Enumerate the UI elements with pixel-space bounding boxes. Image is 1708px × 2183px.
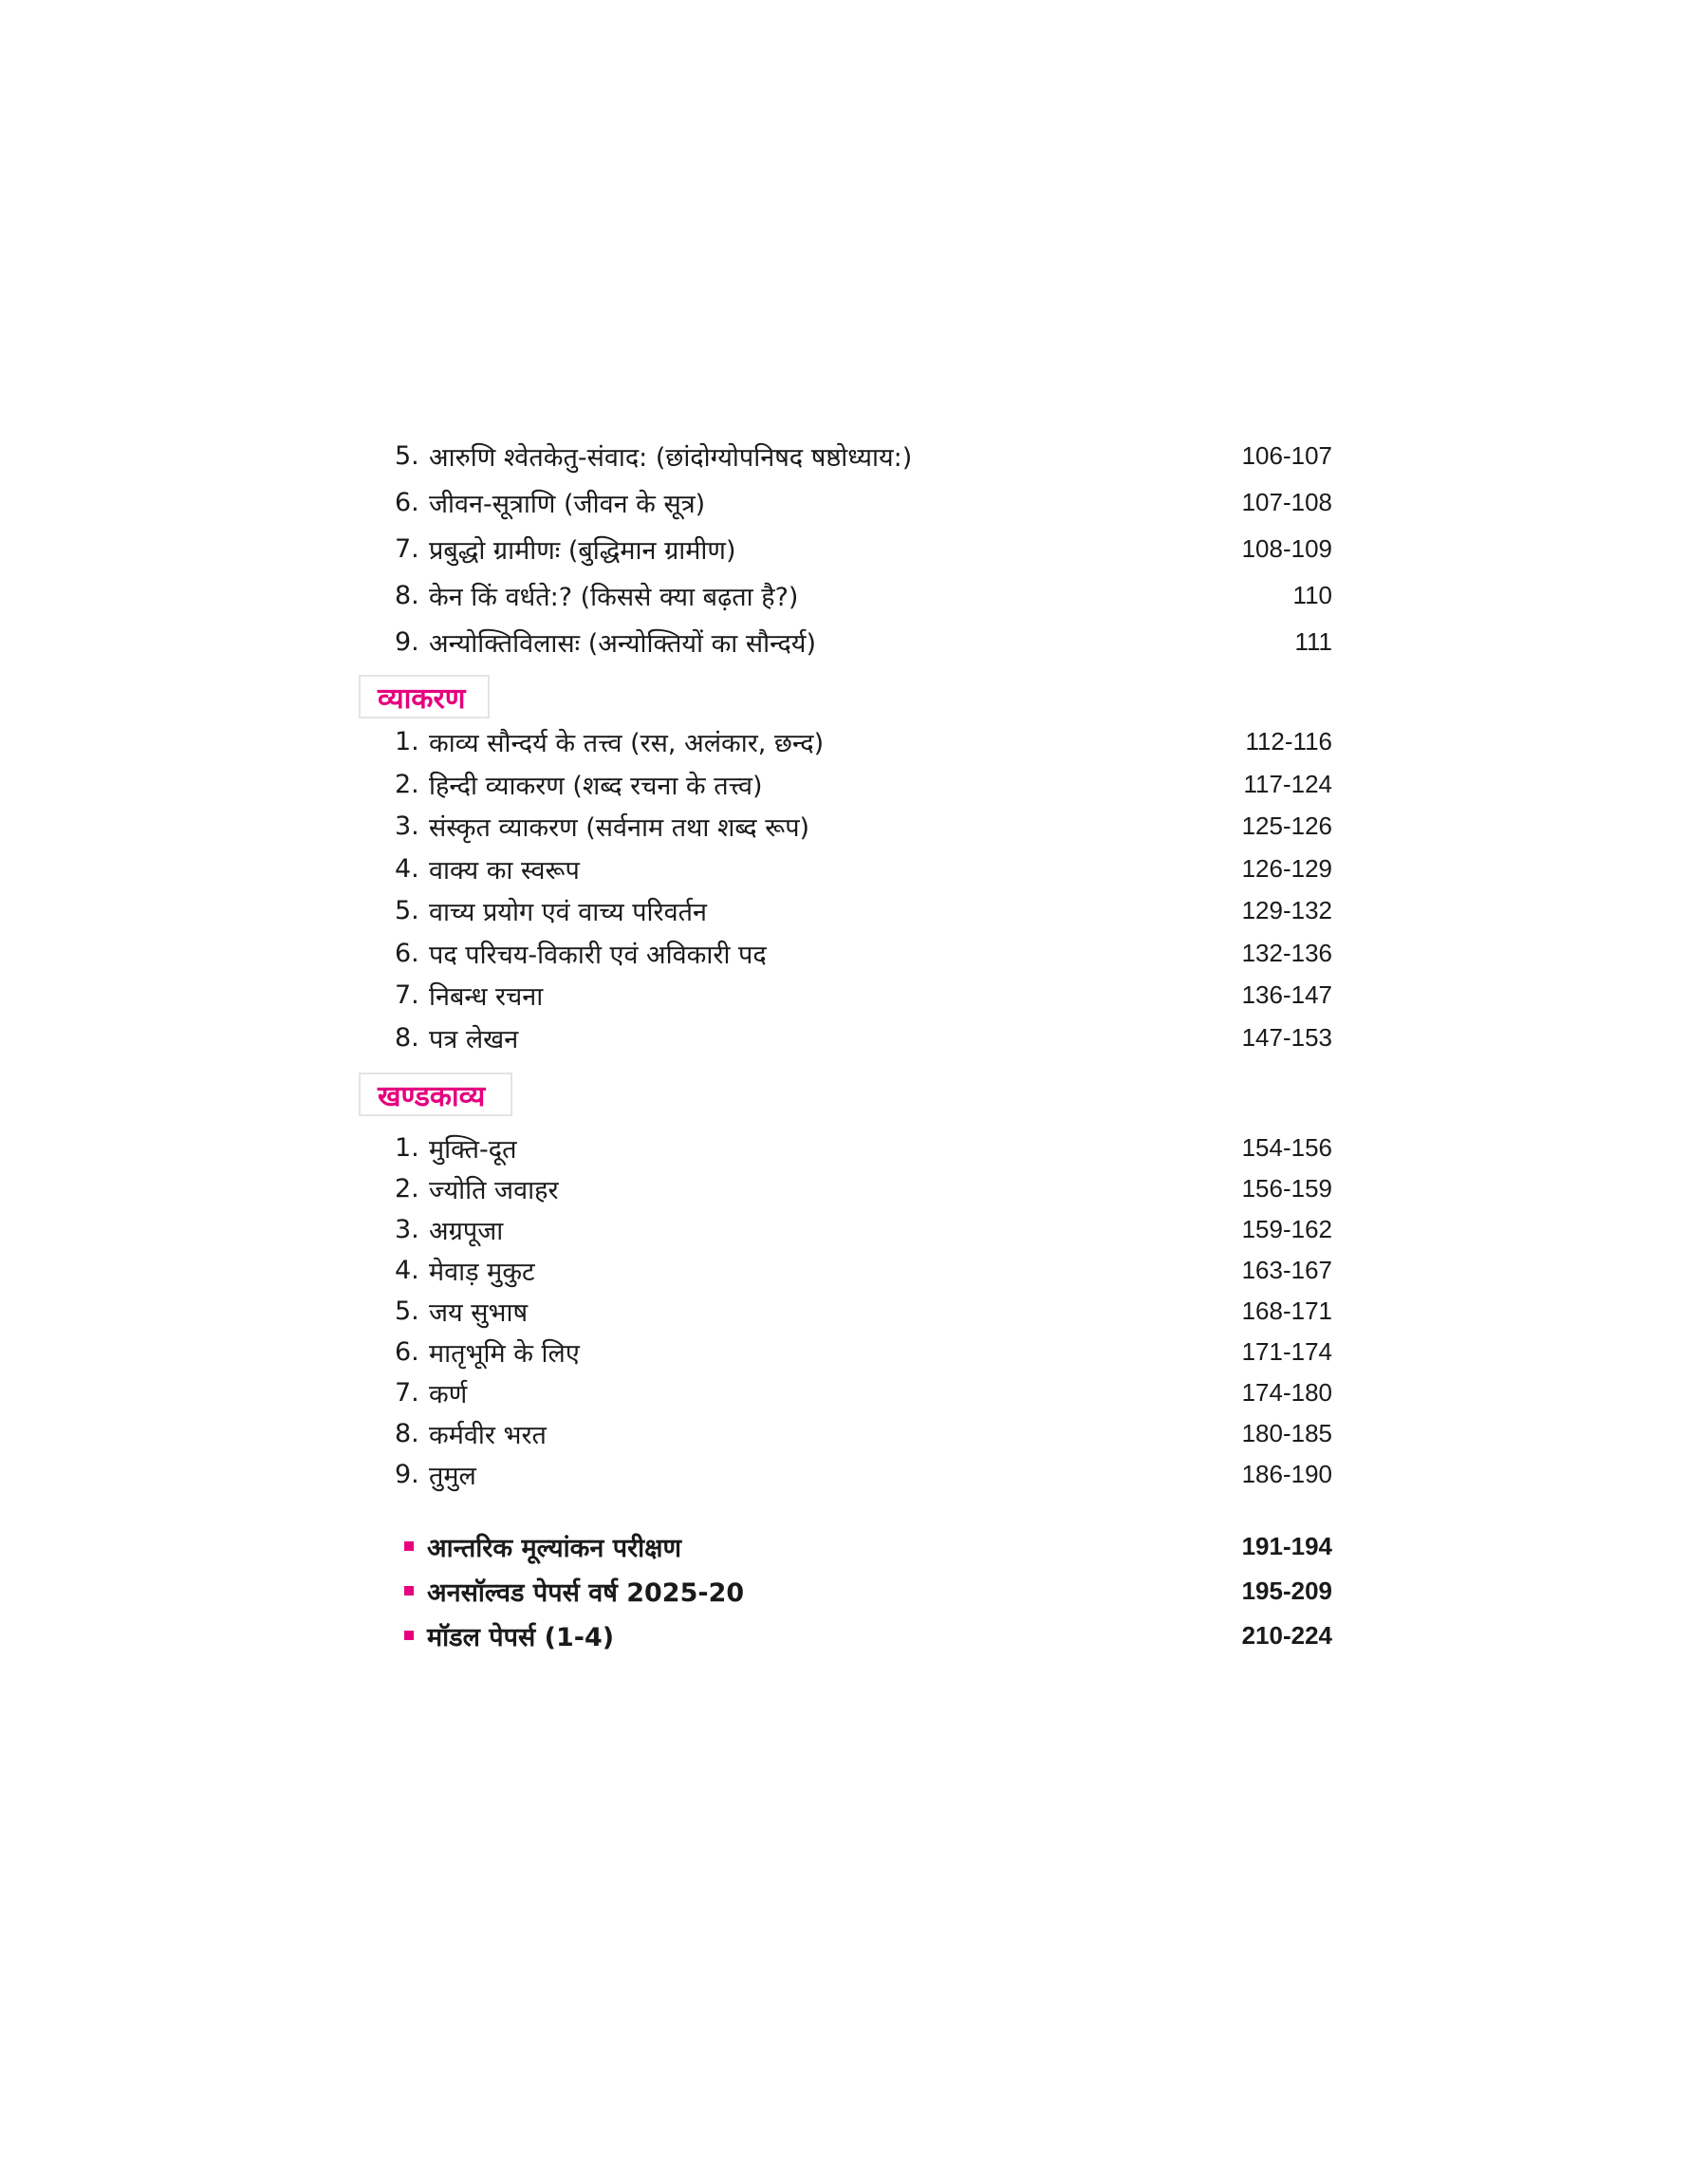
extra-pages: 191-194 bbox=[1241, 1531, 1332, 1560]
entry-title: हिन्दी व्याकरण (शब्द रचना के तत्त्व) bbox=[429, 771, 763, 801]
entry-number: 5. bbox=[395, 895, 419, 925]
toc-entry bbox=[395, 530, 1332, 568]
entry-pages: 117-124 bbox=[1243, 769, 1332, 798]
entry-number: 8. bbox=[395, 1418, 419, 1448]
entry-number: 3. bbox=[395, 811, 419, 841]
entry-pages: 106-107 bbox=[1241, 440, 1332, 470]
entry-number: 7. bbox=[395, 980, 419, 1010]
entry-pages: 125-126 bbox=[1241, 811, 1332, 840]
entry-title: निबन्ध रचना bbox=[429, 981, 544, 1012]
entry-pages: 171-174 bbox=[1241, 1336, 1332, 1366]
toc-entry bbox=[395, 483, 1332, 521]
entry-title: केन किं वर्धते:? (किससे क्या बढ़ता है?) bbox=[429, 582, 799, 612]
section-heading-text: खण्डकाव्य bbox=[378, 1079, 486, 1113]
section-heading-vyakaran bbox=[359, 675, 490, 718]
entry-title: जय सुभाष bbox=[429, 1297, 529, 1328]
entry-number: 2. bbox=[395, 769, 419, 799]
entry-pages: 110 bbox=[1292, 580, 1332, 609]
toc-entry bbox=[395, 1210, 1332, 1248]
toc-entry bbox=[395, 1455, 1332, 1493]
entry-pages: 129-132 bbox=[1241, 895, 1332, 924]
toc-entry bbox=[395, 1018, 1332, 1056]
toc-entry bbox=[395, 1169, 1332, 1207]
entry-title: ज्योति जवाहर bbox=[429, 1175, 559, 1205]
entry-pages: 168-171 bbox=[1241, 1296, 1332, 1325]
entry-number: 8. bbox=[395, 580, 419, 610]
bullet-icon bbox=[404, 1586, 414, 1595]
entry-title: कर्मवीर भरत bbox=[429, 1420, 547, 1450]
entry-number: 6. bbox=[395, 1336, 419, 1367]
entry-number: 3. bbox=[395, 1214, 419, 1244]
entry-title: पत्र लेखन bbox=[429, 1024, 519, 1054]
entry-number: 7. bbox=[395, 533, 419, 564]
entry-title: मेवाड़ मुकुट bbox=[429, 1257, 535, 1287]
toc-entry bbox=[395, 1333, 1332, 1371]
entry-title: संस्कृत व्याकरण (सर्वनाम तथा शब्द रूप) bbox=[429, 812, 810, 843]
entry-pages: 186-190 bbox=[1241, 1459, 1332, 1488]
entry-pages: 111 bbox=[1294, 626, 1332, 656]
entry-title: तुमुल bbox=[429, 1461, 476, 1491]
entry-title: वाक्य का स्वरूप bbox=[429, 855, 580, 886]
toc-entry bbox=[395, 722, 1332, 760]
toc-entry bbox=[395, 934, 1332, 972]
extra-title: मॉडल पेपर्स (1-4) bbox=[427, 1622, 615, 1652]
entry-pages: 112-116 bbox=[1245, 726, 1332, 756]
toc-extra-entry bbox=[404, 1615, 1332, 1655]
toc-entry bbox=[395, 765, 1332, 803]
bullet-icon bbox=[404, 1631, 414, 1640]
toc-entry bbox=[395, 437, 1332, 475]
toc-entry bbox=[395, 807, 1332, 845]
entry-title: मुक्ति-दूत bbox=[429, 1134, 517, 1165]
entry-number: 4. bbox=[395, 1255, 419, 1285]
toc-entry bbox=[395, 849, 1332, 887]
entry-pages: 126-129 bbox=[1241, 853, 1332, 883]
toc-entry bbox=[395, 1373, 1332, 1411]
entry-title: आरुणि श्वेतकेतु-संवाद: (छांदोग्योपनिषद षष्ठोध्याय:) bbox=[429, 442, 913, 473]
extra-title: आन्तरिक मूल्यांकन परीक्षण bbox=[427, 1533, 681, 1563]
entry-number: 1. bbox=[395, 1132, 419, 1163]
bullet-icon bbox=[404, 1541, 414, 1551]
entry-number: 9. bbox=[395, 626, 419, 657]
entry-number: 1. bbox=[395, 726, 419, 756]
entry-title: पद परिचय-विकारी एवं अविकारी पद bbox=[429, 940, 767, 970]
entry-title: काव्य सौन्दर्य के तत्त्व (रस, अलंकार, छन्द) bbox=[429, 728, 825, 758]
entry-pages: 132-136 bbox=[1241, 938, 1332, 967]
section-heading-khandkavya bbox=[359, 1073, 512, 1116]
toc-extra-entry bbox=[404, 1571, 1332, 1611]
entry-pages: 174-180 bbox=[1241, 1377, 1332, 1407]
extra-title: अनसॉल्वड पेपर्स वर्ष 2025-20 bbox=[427, 1577, 745, 1608]
entry-number: 8. bbox=[395, 1022, 419, 1053]
entry-title: अन्योक्तिविलासः (अन्योक्तियों का सौन्दर्य) bbox=[429, 628, 816, 659]
toc-entry bbox=[395, 976, 1332, 1014]
entry-number: 4. bbox=[395, 853, 419, 884]
extra-pages: 195-209 bbox=[1241, 1576, 1332, 1605]
toc-entry bbox=[395, 576, 1332, 614]
entry-pages: 154-156 bbox=[1241, 1132, 1332, 1162]
toc-entry bbox=[395, 623, 1332, 661]
section-heading-text: व्याकरण bbox=[378, 681, 466, 716]
entry-number: 5. bbox=[395, 440, 419, 471]
entry-title: मातृभूमि के लिए bbox=[429, 1338, 580, 1369]
toc-entry bbox=[395, 1414, 1332, 1452]
toc-entry bbox=[395, 1251, 1332, 1289]
toc-entry bbox=[395, 1129, 1332, 1166]
entry-pages: 136-147 bbox=[1241, 980, 1332, 1009]
entry-pages: 163-167 bbox=[1241, 1255, 1332, 1284]
entry-pages: 180-185 bbox=[1241, 1418, 1332, 1447]
entry-pages: 159-162 bbox=[1241, 1214, 1332, 1243]
entry-number: 2. bbox=[395, 1173, 419, 1203]
toc-entry bbox=[395, 1292, 1332, 1330]
extra-pages: 210-224 bbox=[1241, 1620, 1332, 1650]
entry-title: प्रबुद्धो ग्रामीणः (बुद्धिमान ग्रामीण) bbox=[429, 535, 736, 566]
toc-extra-entry bbox=[404, 1526, 1332, 1566]
entry-number: 5. bbox=[395, 1296, 419, 1326]
entry-number: 6. bbox=[395, 938, 419, 968]
toc-entry bbox=[395, 891, 1332, 929]
entry-number: 7. bbox=[395, 1377, 419, 1408]
entry-title: वाच्य प्रयोग एवं वाच्य परिवर्तन bbox=[429, 897, 707, 927]
entry-title: कर्ण bbox=[429, 1379, 468, 1409]
entry-pages: 108-109 bbox=[1241, 533, 1332, 563]
entry-pages: 107-108 bbox=[1241, 487, 1332, 516]
entry-title: अग्रपूजा bbox=[429, 1216, 504, 1246]
entry-number: 6. bbox=[395, 487, 419, 517]
entry-title: जीवन-सूत्राणि (जीवन के सूत्र) bbox=[429, 489, 706, 519]
entry-pages: 156-159 bbox=[1241, 1173, 1332, 1203]
entry-number: 9. bbox=[395, 1459, 419, 1489]
entry-pages: 147-153 bbox=[1241, 1022, 1332, 1052]
